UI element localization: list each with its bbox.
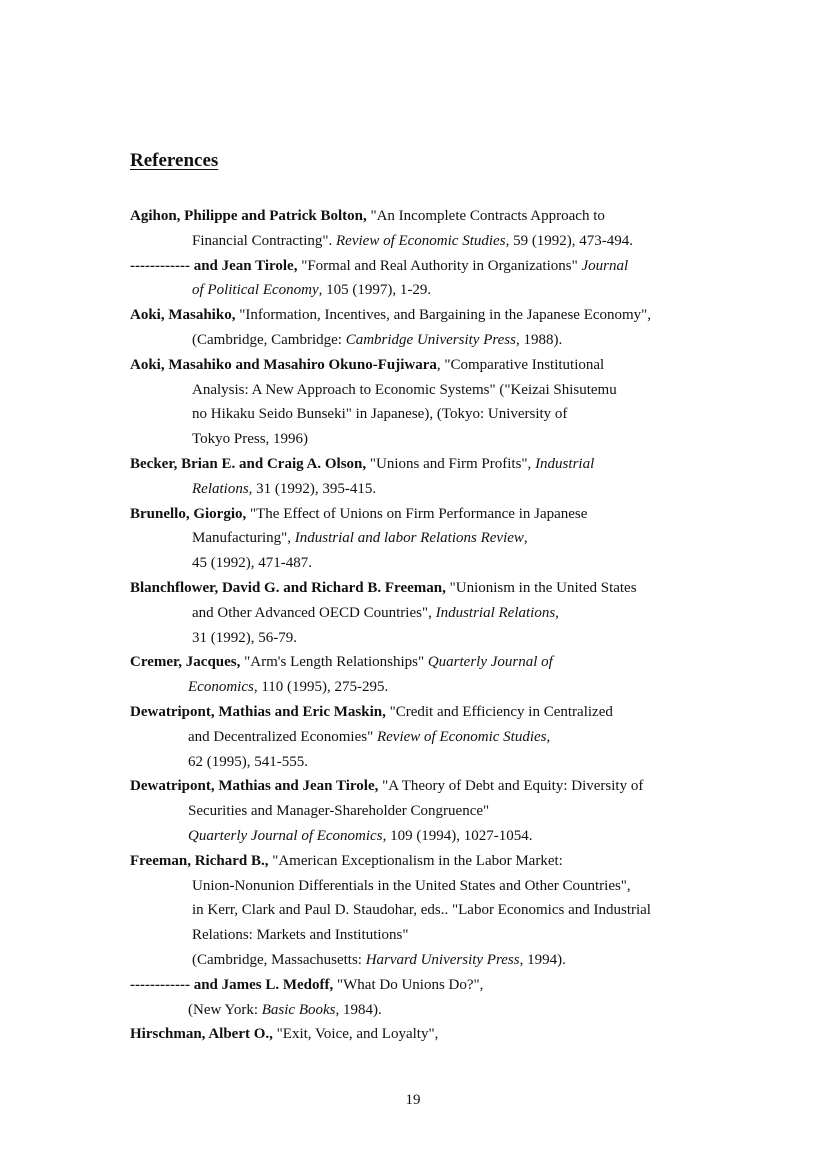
- reference-line: [130, 973, 730, 998]
- reference-line: [130, 1022, 730, 1047]
- reference-text: "A Theory of Debt and Equity: Diversity of: [378, 778, 644, 795]
- reference-text: "Credit and Efficiency in Centralized: [385, 703, 613, 720]
- reference-line: [130, 229, 730, 254]
- reference-text: , "Comparative Institutional: [436, 356, 605, 373]
- reference-entry: [130, 353, 730, 452]
- reference-text: and Decentralized Economies": [188, 728, 377, 745]
- reference-text: , 1988).: [515, 331, 563, 348]
- reference-line: [130, 824, 730, 849]
- reference-text: 62 (1995), 541-555.: [188, 753, 308, 770]
- reference-authors: Brunello, Giorgio,: [130, 505, 247, 522]
- reference-text: Analysis: A New Approach to Economic Systems" ("Keizai Shisutemu: [192, 381, 617, 398]
- reference-line: [130, 278, 730, 303]
- reference-text: (Cambridge, Cambridge:: [192, 331, 346, 348]
- reference-text: Union-Nonunion Differentials in the United States and Other Countries",: [192, 877, 631, 894]
- reference-text: , 105 (1997), 1-29.: [318, 282, 432, 299]
- reference-line: [130, 452, 730, 477]
- reference-source: of Political Economy: [192, 282, 319, 299]
- reference-line: [130, 874, 730, 899]
- reference-entry: [130, 576, 730, 650]
- reference-text: "What Do Unions Do?",: [333, 976, 484, 993]
- reference-entry: [130, 973, 730, 1023]
- reference-source: Review of Economic Studies: [376, 728, 547, 745]
- reference-authors: Hirschman, Albert O.,: [130, 1026, 273, 1043]
- reference-text: ,: [555, 604, 559, 621]
- reference-authors: Agihon, Philippe and Patrick Bolton,: [130, 208, 367, 224]
- reference-text: ,: [546, 728, 551, 745]
- reference-line: [130, 998, 730, 1023]
- reference-text: "American Exceptionalism in the Labor Market:: [268, 852, 563, 869]
- reference-line: [130, 948, 730, 973]
- reference-text: in Kerr, Clark and Paul D. Staudohar, eds.. "Labor Economics and Industrial: [192, 902, 651, 919]
- reference-line: [130, 923, 730, 948]
- reference-source: Industrial and labor Relations Review: [294, 530, 524, 547]
- reference-text: "Information, Incentives, and Bargaining in the Japanese Economy",: [235, 307, 652, 324]
- reference-entry: [130, 650, 730, 700]
- reference-text: "Unions and Firm Profits",: [366, 455, 536, 472]
- reference-source: Industrial: [535, 455, 595, 472]
- page-number: 19: [405, 1092, 421, 1108]
- reference-entry: [130, 774, 730, 848]
- reference-line: [130, 551, 730, 576]
- reference-text: , 1984).: [335, 1001, 382, 1018]
- reference-entry: [130, 849, 730, 973]
- reference-line: [130, 502, 730, 527]
- reference-text: , 1994).: [519, 951, 566, 968]
- reference-entry: [130, 452, 730, 502]
- reference-line: [130, 254, 730, 279]
- reference-line: [130, 750, 730, 775]
- reference-authors: Cremer, Jacques,: [130, 654, 241, 671]
- reference-line: [130, 650, 730, 675]
- reference-line: [130, 427, 730, 452]
- reference-entry: [130, 1022, 730, 1047]
- reference-text: 45 (1992), 471-487.: [192, 555, 312, 572]
- reference-text: 31 (1992), 56-79.: [192, 629, 297, 646]
- reference-line: [130, 328, 730, 353]
- reference-text: , 59 (1992), 473-494.: [505, 232, 634, 249]
- reference-line: [130, 576, 730, 601]
- reference-line: [130, 477, 730, 502]
- reference-text: , 110 (1995), 275-295.: [253, 679, 389, 696]
- reference-source: Basic Books: [261, 1001, 336, 1018]
- reference-authors: Blanchflower, David G. and Richard B. Freeman,: [130, 579, 446, 596]
- reference-text: "Exit, Voice, and Loyalty",: [272, 1026, 439, 1043]
- reference-text: Financial Contracting".: [192, 232, 337, 249]
- reference-entry: [130, 303, 730, 353]
- reference-text: "Unionism in the United States: [445, 579, 637, 596]
- reference-text: Manufacturing",: [192, 530, 295, 547]
- reference-entry: [130, 254, 730, 304]
- reference-line: [130, 303, 730, 328]
- reference-text: Relations: Markets and Institutions": [192, 927, 409, 944]
- reference-authors: ------------ and James L. Medoff,: [130, 976, 334, 993]
- reference-line: [130, 898, 730, 923]
- reference-line: [130, 700, 730, 725]
- reference-line: [130, 849, 730, 874]
- reference-text: "Arm's Length Relationships": [240, 654, 428, 671]
- reference-line: [130, 353, 730, 378]
- reference-authors: Dewatripont, Mathias and Eric Maskin,: [130, 703, 386, 720]
- reference-line: [130, 526, 730, 551]
- reference-line: [130, 725, 730, 750]
- reference-source: Cambridge University Press: [345, 331, 516, 348]
- reference-authors: Aoki, Masahiko and Masahiro Okuno-Fujiwara: [130, 356, 437, 373]
- reference-source: Quarterly Journal of Economics: [188, 827, 383, 844]
- reference-line: [130, 601, 730, 626]
- reference-text: (New York:: [188, 1001, 262, 1018]
- reference-line: [130, 402, 730, 427]
- reference-line: [130, 774, 730, 799]
- reference-line: [130, 378, 730, 403]
- reference-source: Relations: [192, 480, 249, 497]
- reference-text: Tokyo Press, 1996): [192, 431, 309, 448]
- reference-text: , 109 (1994), 1027-1054.: [382, 827, 533, 844]
- reference-text: Securities and Manager-Shareholder Congruence": [188, 803, 490, 820]
- reference-source: Economics: [188, 679, 254, 696]
- references-heading: References: [130, 150, 219, 171]
- reference-line: [130, 799, 730, 824]
- reference-authors: Becker, Brian E. and Craig A. Olson,: [130, 455, 367, 472]
- reference-authors: Freeman, Richard B.,: [130, 852, 269, 869]
- reference-text: ,: [523, 530, 528, 547]
- reference-source: Harvard University Press: [365, 951, 520, 968]
- reference-text: (Cambridge, Massachusetts:: [192, 951, 366, 968]
- reference-authors: Dewatripont, Mathias and Jean Tirole,: [130, 778, 379, 795]
- reference-source: Quarterly Journal of: [427, 654, 553, 671]
- reference-entry: [130, 502, 730, 576]
- reference-line: [130, 204, 730, 229]
- reference-text: "Formal and Real Authority in Organizations": [297, 257, 582, 274]
- reference-source: Journal: [581, 257, 629, 274]
- references-list: [130, 204, 730, 1047]
- reference-text: "An Incomplete Contracts Approach to: [366, 208, 605, 224]
- reference-entry: [130, 204, 730, 254]
- reference-line: [130, 626, 730, 651]
- reference-text: and Other Advanced OECD Countries",: [192, 604, 436, 621]
- reference-authors: ------------ and Jean Tirole,: [130, 257, 298, 274]
- reference-line: [130, 675, 730, 700]
- reference-text: no Hikaku Seido Bunseki" in Japanese), (Tokyo: University of: [192, 406, 568, 423]
- reference-source: Industrial Relations: [435, 604, 556, 621]
- reference-text: "The Effect of Unions on Firm Performance in Japanese: [246, 505, 588, 522]
- reference-authors: Aoki, Masahiko,: [130, 307, 236, 324]
- reference-text: , 31 (1992), 395-415.: [248, 480, 377, 497]
- reference-source: Review of Economic Studies: [336, 232, 506, 249]
- reference-entry: [130, 700, 730, 774]
